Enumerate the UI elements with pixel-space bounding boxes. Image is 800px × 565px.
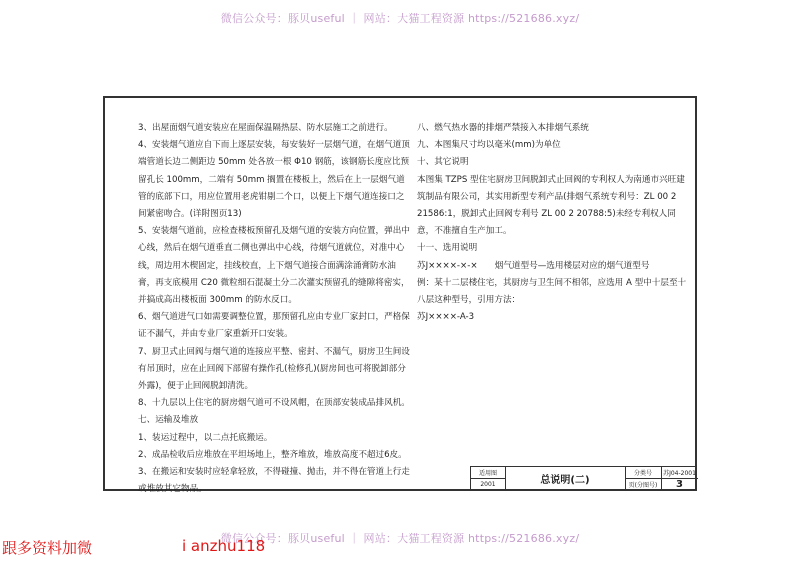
contact-text: 跟多资料加微	[2, 539, 93, 557]
right-paragraph: 例：某十二层楼住宅，其厨房与卫生间不相邻，应选用 A 型中十层至十八层这种型号，引用方法：	[417, 277, 687, 306]
section-heading: 十一、选用说明	[417, 243, 478, 254]
left-paragraph: 3、在搬运和安装时应轻拿轻放，不得碰撞、抛击，并不得在管道上行走或堆放其它物品。	[138, 467, 410, 495]
section-heading: 七、运输及堆放	[138, 415, 199, 426]
watermark-bottom: 微信公众号：豚贝useful ｜ 网站：大猫工程资源 https://521686.xyz/	[220, 532, 580, 545]
page-number: 3	[676, 478, 683, 490]
atlas-code: 苏J04-2001	[663, 470, 696, 477]
left-paragraph: 7、厨卫式止回阀与烟气道的连接应平整、密封、不漏气，厨房卫生间设有吊顶时，应在止回阀下部留有操作孔(检修孔)(厨房间也可将脱卸部分外露)，便于止回阀脱卸清洗。	[138, 346, 410, 392]
right-paragraph: 苏J××××-×-× 烟气道型号—选用楼层对应的烟气道型号	[417, 260, 650, 271]
section-heading: 十、其它说明	[417, 157, 469, 168]
left-paragraph: 6、烟气道进气口如需要调整位置，那预留孔应由专业厂家封口，严格保证不漏气，并由专业厂家重新开口安装。	[138, 312, 410, 340]
left-paragraph: 1、装运过程中，以二点托底搬运。	[138, 432, 273, 443]
section-heading: 八、燃气热水器的排烟严禁接入本排烟气系统	[417, 123, 589, 133]
sheet-title: 总说明(二)	[540, 475, 590, 486]
applicable-label: 适用图	[478, 470, 497, 477]
right-column	[417, 120, 687, 326]
drawing-sheet	[103, 96, 697, 495]
right-paragraph: 苏J××××-A-3	[417, 312, 475, 323]
left-paragraph: 8、十九层以上住宅的厨房烟气道可不设风帽，在顶部安装成品排风机。	[138, 398, 410, 409]
atlas-label: 分类号	[633, 470, 652, 477]
right-paragraph: 本图集 TZPS 型住宅厨房卫间脱卸式止回阀的专利权人为南通市兴旺建筑制品有限公司，其实用新型专利产品(排烟气系统专利号：ZL 00 2 21586:1，脱卸式止回阀专利号 ZL 00 2 20788:5)未经专利权人同意，不准擅自生产加工。	[417, 174, 685, 237]
page-label: 页(分图号)	[628, 481, 658, 489]
left-paragraph: 4、安装烟气道应自下而上逐层安装，每安装好一层烟气道，在烟气道顶端管道长边二侧距边 50mm 处各放一根 Φ10 钢筋，该钢筋长度应比预留孔长 100mm，二端有 50mm 搁置在楼板上，然后在上一层烟气道管的底部下口，用应位置用老虎钳剔二个口，以便上下烟气道连接口之间紧密吻合。(详附图页13)	[138, 140, 410, 220]
left-column	[138, 120, 410, 498]
applicable-year: 2001	[480, 480, 496, 488]
left-paragraph: 3、出屋面烟气道安装应在屋面保温隔热层、防水层施工之前进行。	[138, 123, 393, 133]
watermark-top: 微信公众号：豚贝useful ｜ 网站：大猫工程资源 https://521686.xyz/	[220, 12, 580, 25]
left-paragraph: 2、成品检收后应堆放在平坦场地上，整齐堆放，堆放高度不超过6皮。	[138, 449, 407, 460]
section-heading: 九、本图集尺寸均以毫米(mm)为单位	[417, 140, 561, 151]
left-paragraph: 5、安装烟气道前，应检查楼板预留孔及烟气道的安装方向位置，弹出中心线，然后在烟气道垂直二侧也弹出中心线，待烟气道就位，对准中心线，周边用木楔固定，挂线校直，上下烟气道接合面满涂涌膏防水油膏，再支底模用 C20 微粒细石混凝土分二次灌实预留孔的缝隙将密实，并搞成高出楼板面 300mm 的防水反口。	[138, 226, 410, 306]
title-block	[470, 466, 697, 490]
contact-id: i anzhu118	[182, 537, 266, 555]
